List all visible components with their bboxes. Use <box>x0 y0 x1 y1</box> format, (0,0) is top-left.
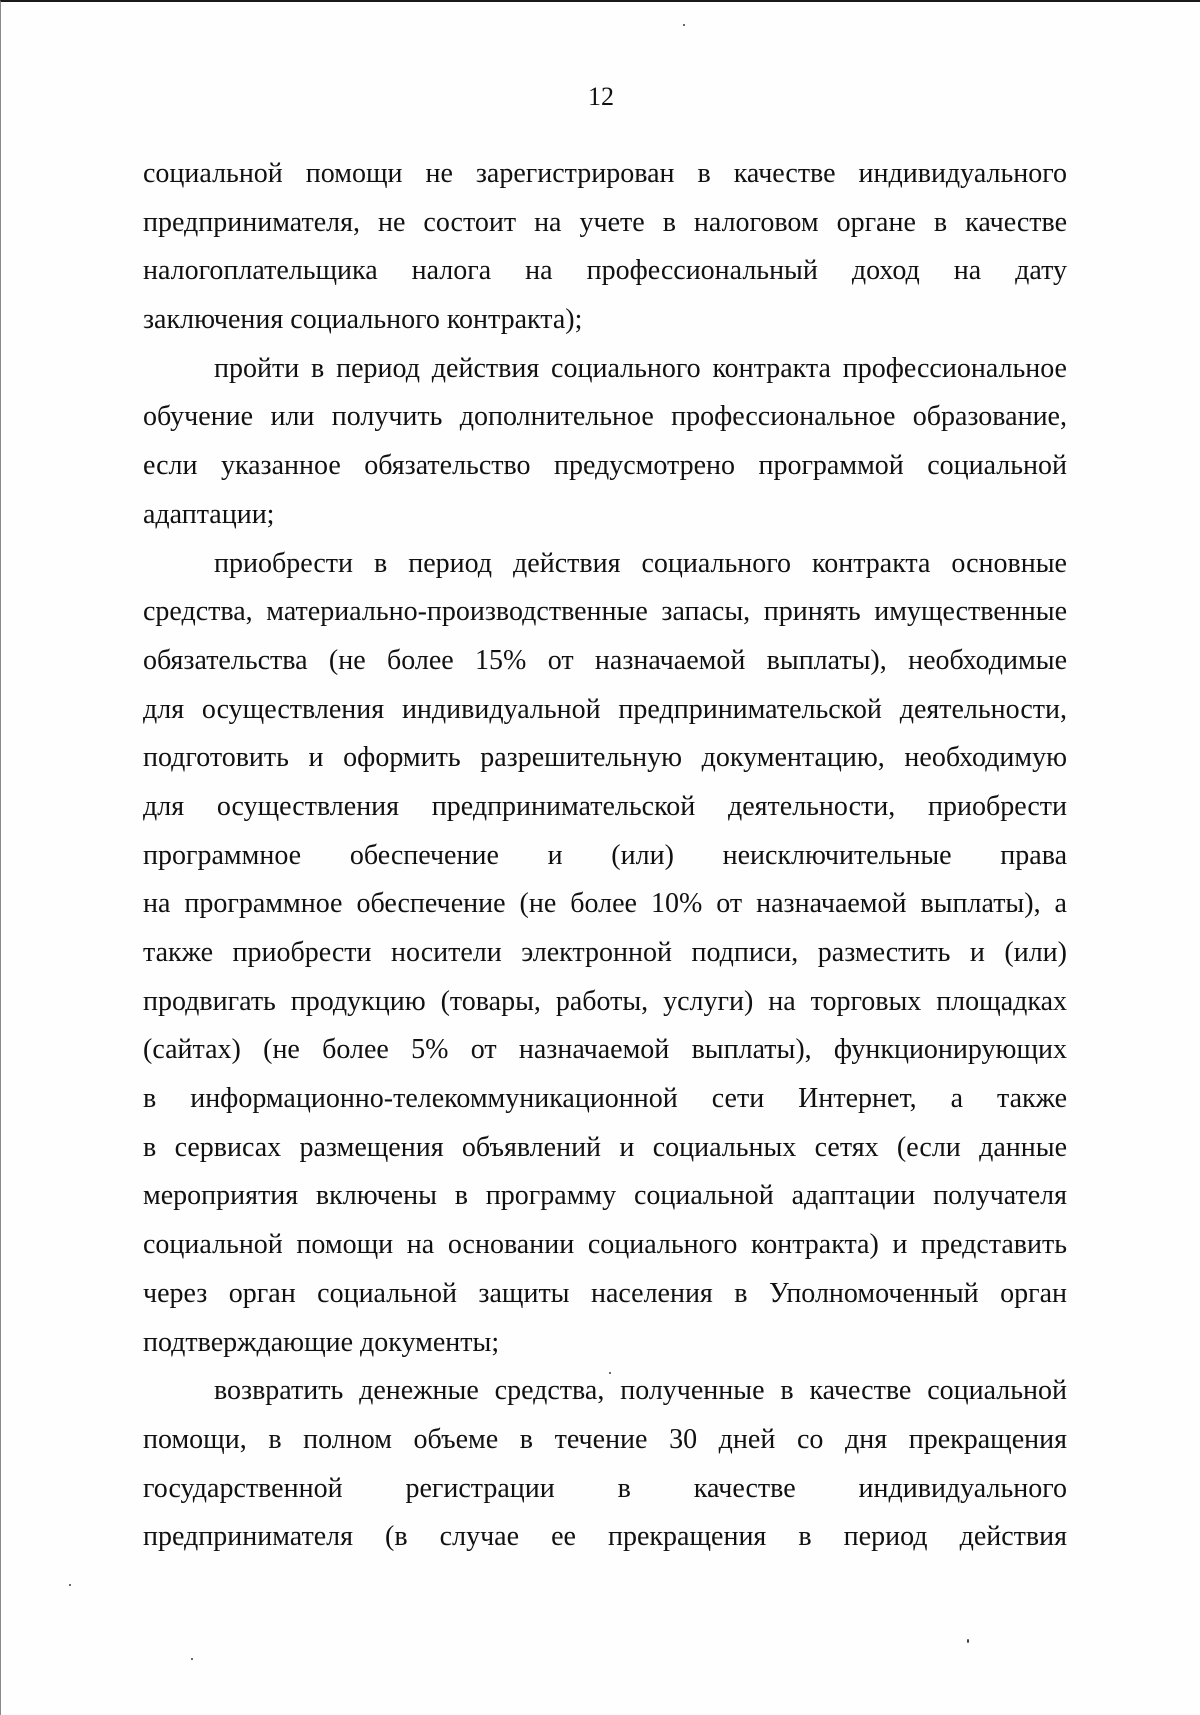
text-line: приобрести в период действия социального контракта основные <box>214 547 1067 579</box>
paragraph-training <box>143 345 1067 540</box>
text-line: помощи, в полном объеме в течение 30 дней со дня прекращения <box>143 1423 1067 1455</box>
paragraph-continuation <box>143 150 1067 345</box>
text-line: социальной помощи не зарегистрирован в качестве индивидуального <box>143 158 1067 189</box>
text-line: пройти в период действия социального контракта профессиональное <box>214 352 1067 384</box>
text-line: адаптации; <box>143 498 275 530</box>
scan-speck <box>967 1639 969 1643</box>
text-line: предпринимателя, не состоит на учете в налоговом органе в качестве <box>143 206 1067 238</box>
text-line: на программное обеспечение (не более 10% от назначаемой выплаты), а <box>143 888 1067 920</box>
text-line: если указанное обязательство предусмотрено программой социальной <box>143 450 1067 482</box>
text-line: обязательства (не более 15% от назначаемой выплаты), необходимые <box>143 644 1067 676</box>
text-line: возвратить денежные средства, полученные в качестве социальной <box>214 1375 1067 1407</box>
scan-speck <box>191 1658 193 1660</box>
text-line: в информационно-телекоммуникационной сети Интернет, а также <box>143 1083 1067 1115</box>
text-line: для осуществления предпринимательской деятельности, приобрести <box>143 790 1067 822</box>
page-number: 12 <box>588 82 614 111</box>
text-line: в сервисах размещения объявлений и социальных сетях (если данные <box>143 1131 1067 1163</box>
scan-speck <box>609 1372 611 1374</box>
text-line: для осуществления индивидуальной предпринимательской деятельности, <box>143 693 1067 725</box>
text-line: средства, материально-производственные запасы, принять имущественные <box>143 596 1067 628</box>
text-line: социальной помощи на основании социального контракта) и представить <box>143 1229 1067 1261</box>
text-line: через орган социальной защиты населения в Уполномоченный орган <box>143 1277 1067 1309</box>
text-line: государственной регистрации в качестве индивидуального <box>143 1472 1067 1504</box>
text-line: продвигать продукцию (товары, работы, услуги) на торговых площадках <box>143 985 1067 1017</box>
text-line: подготовить и оформить разрешительную документацию, необходимую <box>143 742 1067 774</box>
paragraph-acquisition <box>143 540 1067 1368</box>
text-line: заключения социального контракта); <box>143 304 583 336</box>
scan-speck <box>69 1584 71 1586</box>
scan-speck <box>683 24 685 26</box>
document-body <box>143 150 1067 1562</box>
paragraph-refund <box>143 1367 1067 1562</box>
text-line: (сайтах) (не более 5% от назначаемой выплаты), функционирующих <box>143 1034 1067 1066</box>
text-line: также приобрести носители электронной подписи, разместить и (или) <box>143 937 1067 968</box>
text-line: мероприятия включены в программу социальной адаптации получателя <box>143 1180 1067 1212</box>
text-line: программное обеспечение и (или) неисключительные права <box>143 839 1067 871</box>
text-line: обучение или получить дополнительное профессиональное образование, <box>143 401 1067 433</box>
text-line: подтверждающие документы; <box>143 1326 500 1358</box>
text-line: налогоплательщика налога на профессиональный доход на дату <box>143 255 1067 287</box>
text-line: предпринимателя (в случае ее прекращения в период действия <box>143 1521 1067 1553</box>
